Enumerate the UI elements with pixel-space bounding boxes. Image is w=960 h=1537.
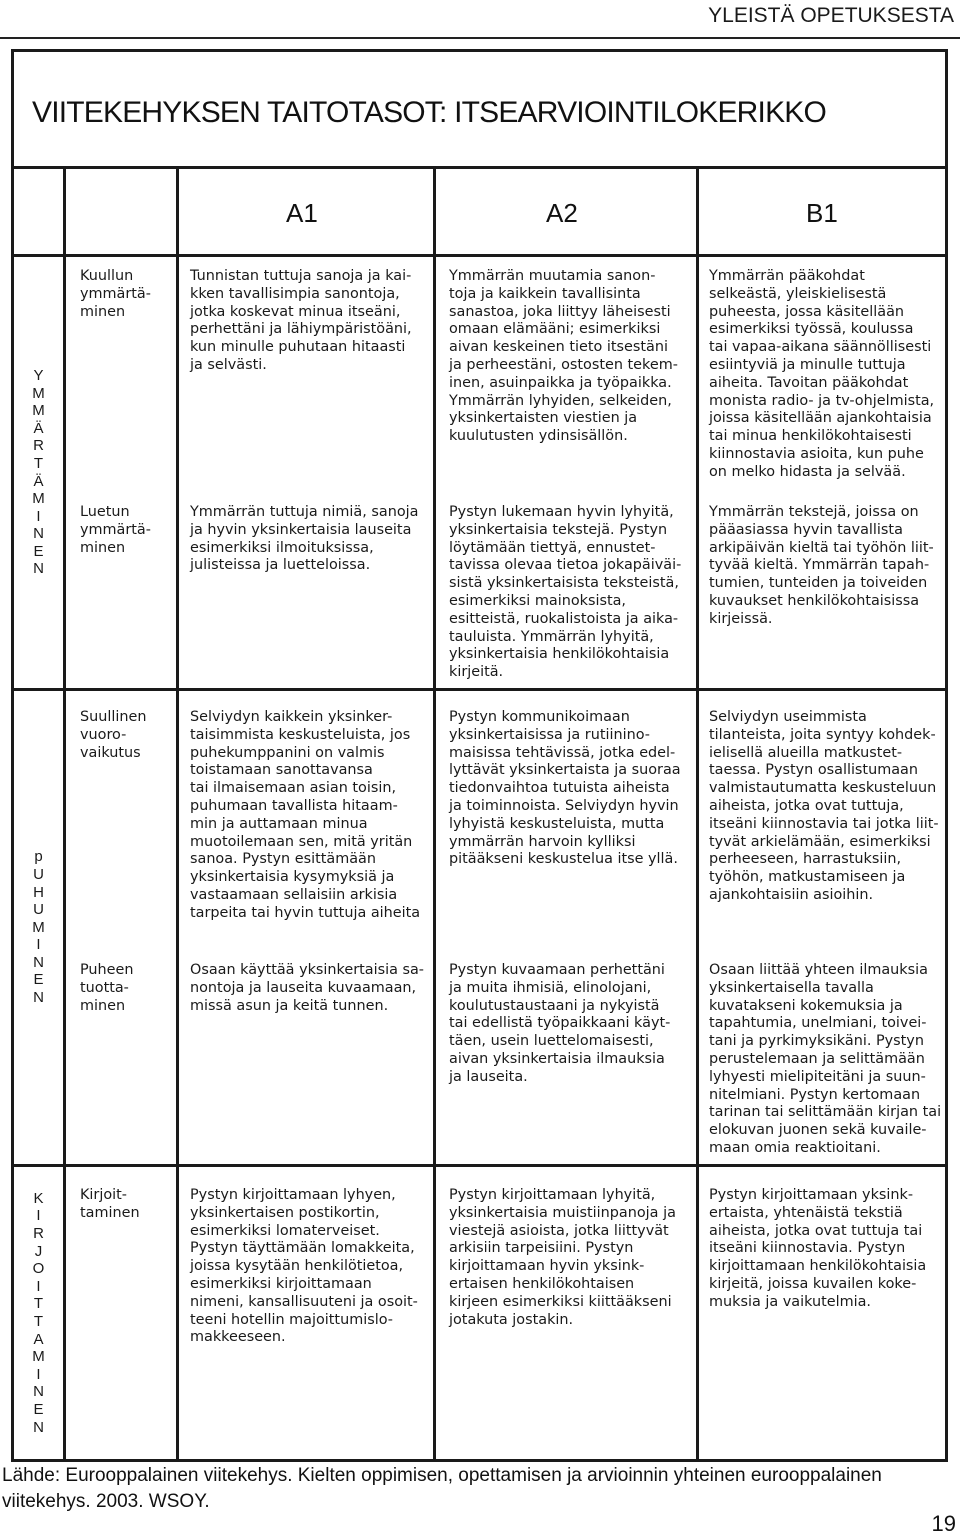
- divider: [14, 254, 945, 257]
- section-label-letter: T: [33, 1295, 44, 1313]
- section-label-letter: N: [33, 1383, 44, 1401]
- a1-listening: Tunnistan tuttuja sanoja ja kai- kken tavallisimpia sanontoja, jotka koskevat minua itseäni, perhettäni ja lähiympäristöäni, kun minulle puhutaan hitaasti ja selvästi.: [190, 268, 412, 373]
- page-title: VIITEKEHYKSEN TAITOTASOT: ITSEARVIOINTILOKERIKKO: [32, 96, 827, 129]
- a1-reading: Ymmärrän tuttuja nimiä, sanoja ja hyvin yksinkertaisia lauseita esimerkiksi ilmoituksissa, julisteissa ja luetteloissa.: [190, 504, 419, 574]
- section-label-letter: N: [33, 953, 44, 971]
- level-b1-header: B1: [806, 198, 838, 228]
- section-label-letter: M: [32, 384, 45, 402]
- page-number: 19: [931, 1511, 956, 1536]
- section-label-letter: I: [36, 1365, 41, 1383]
- section-label-letter: I: [36, 936, 41, 954]
- a2-listening: Ymmärrän muutamia sanon- toja ja kaikkein tavallisinta sanastoa, joka liittyy läheisesti omaan elämääni; esimerkiksi aivan keskeinen tieto itsestäni ja perheestäni, ostosten tekem- inen, asuinpaikka ja työpaikka. Ymmärrän lyhyiden, selkeiden, yksinkertaisten viestien ja kuulutusten ydinsisällön.: [449, 268, 678, 445]
- self-assessment-grid: [11, 49, 948, 1462]
- section-label-letter: U: [33, 901, 44, 919]
- b1-spoken-production: Osaan liittää yhteen ilmauksia yksinkertaisella tavalla kuvatakseni kokemuksia ja tapahtumia, unelmiani, toivei- tani ja pyrkimyksikäni. Pystyn perustelemaan ja selittämään lyhyesti mielipiteitäni ja suun- nitelmiani. Pystyn kertomaan tarinan tai selittämään kirjan tai elokuvan juonen sekä kuvaile- maan omia reaktioitani.: [709, 962, 942, 1156]
- divider: [14, 688, 945, 691]
- b1-spoken-interaction: Selviydyn useimmista tilanteista, joita syntyy kohdek- ielisellä alueilla matkustet- taessa. Pystyn osallistumaan valmistautumatta keskusteluun aiheista, jotka ovat tuttuja, itseäni kiinnostavia tai jotka liit- tyvät arkielämään, esimerkiksi perheeseen, harrastuksiin, työhön, matkustamiseen ja ajankohtaisiin asioihin.: [709, 709, 939, 903]
- b1-writing: Pystyn kirjoittamaan yksink- ertaista, yhtenäistä tekstiä aiheista, jotka ovat tuttuja tai itseäni kiinnostavia. Pystyn kirjoittamaan henkilökohtaisia kirjeitä, joissa kuvailen koke- muksia ja vaikutelmia.: [709, 1187, 927, 1310]
- a2-spoken-production: Pystyn kuvaamaan perhettäni ja muita ihmisiä, elinolojani, koulutustaustaani ja nykyistä tai edellistä työpaikkaani käyt- täen, usein luettelomaisesti, aivan yksinkertaisia ilmauksia ja lauseita.: [449, 962, 671, 1085]
- section-label-writing: [14, 1167, 63, 1459]
- a1-spoken-production: Osaan käyttää yksinkertaisia sa- nontoja ja lauseita kuvaamaan, missä asun ja keitä tunnen.: [190, 962, 424, 1014]
- divider: [63, 166, 66, 1459]
- section-label-letter: M: [32, 918, 45, 936]
- section-label-letter: M: [32, 1348, 45, 1366]
- skill-reading: Luetun ymmärtä- minen: [80, 504, 151, 556]
- section-header: YLEISTÄ OPETUKSESTA: [708, 4, 954, 27]
- section-label-letter: E: [33, 1400, 44, 1418]
- section-label-letter: A: [33, 1330, 44, 1348]
- skill-spoken-interaction: Suullinen vuoro- vaikutus: [80, 709, 147, 761]
- divider: [14, 1164, 945, 1167]
- a2-spoken-interaction: Pystyn kommunikoimaan yksinkertaisissa ja rutiinino- maisissa tehtävissä, jotka edel- lyttävät yksinkertaista ja suoraa tiedonvaihtoa tutuista aiheista ja toiminnoista. Selviydyn hyvin lyhyistä keskusteluista, mutta ymmärrän harvoin kylliksi pitääkseni keskustelua itse yllä.: [449, 709, 681, 868]
- section-label-letter: T: [33, 1313, 44, 1330]
- a1-writing: Pystyn kirjoittamaan lyhyen, yksinkertaisen postikortin, esimerkiksi lomaterveiset. Pystyn täyttämään lomakkeita, joissa kysytään henkilötietoa, esimerkiksi kirjoittamaan nimeni, kansallisuuteni ja osoit- teeni hotellin majoittumislo- makkeeseen.: [190, 1187, 418, 1346]
- skill-writing: Kirjoit- taminen: [80, 1187, 140, 1221]
- section-label-letter: N: [33, 560, 44, 578]
- section-label-letter: I: [36, 507, 41, 525]
- section-label-letter: M: [32, 402, 45, 420]
- header-divider: [0, 37, 960, 39]
- section-label-letter: J: [34, 1242, 43, 1260]
- source-citation: Lähde: Eurooppalainen viitekehys. Kielten oppimisen, opettamisen ja arvioinnin yhteinen eurooppalainen viitekehys. 2003. WSOY.: [2, 1465, 882, 1512]
- section-label-letter: Ä: [33, 419, 44, 437]
- a2-writing: Pystyn kirjoittamaan lyhyitä, yksinkertaisia muistiinpanoja ja viestejä asioista, jotka liittyvät arkisiin tarpeisiini. Pystyn kirjoittamaan hyvin yksink- ertaisen henkilökohtaisen kirjeen esimerkiksi kiittääkseni jotakuta jostakin.: [449, 1187, 676, 1328]
- section-label-letter: N: [33, 525, 44, 543]
- section-label-letter: R: [33, 437, 44, 455]
- level-a1-header: A1: [286, 198, 318, 228]
- section-label-letter: I: [36, 1277, 41, 1295]
- section-label-letter: E: [33, 542, 44, 560]
- divider: [433, 166, 436, 1459]
- section-label-letter: H: [33, 883, 44, 901]
- section-label-letter: Y: [33, 366, 44, 384]
- a1-spoken-interaction: Selviydyn kaikkein yksinker- taisimmista keskusteluista, jos puhekumppanini on valmis toistamaan sanottavansa tai ilmaisemaan asian toisin, puhumaan tavallista hitaam- min ja auttamaan minua muotoilemaan sen, mitä yritän sanoa. Pystyn esittämään yksinkertaisia kysymyksiä ja vastaamaan sellaisiin arkisia tarpeita tai hyvin tuttuja aiheita: [190, 709, 421, 921]
- b1-listening: Ymmärrän pääkohdat selkeästä, yleiskielisestä puheesta, jossa käsitellään esimerkiksi työssä, koulussa tai vapaa-aikana säännöllisesti esiintyviä ja minulle tuttuja aiheita. Tavoitan pääkohdat monista radio- ja tv-ohjelmista, joissa käsitellään ajankohtaisia tai minua henkilökohtaisesti kiinnostavia asioita, kun puhe on melko hidasta ja selvää.: [709, 268, 935, 480]
- section-label-letter: E: [33, 971, 44, 989]
- divider: [176, 166, 179, 1459]
- section-label-letter: I: [36, 1207, 41, 1225]
- section-label-letter: O: [32, 1260, 45, 1278]
- section-label-letter: K: [33, 1189, 44, 1207]
- section-label-letter: U: [33, 865, 44, 883]
- section-label-letter: N: [33, 1418, 44, 1436]
- section-label-letter: M: [32, 490, 45, 508]
- section-label-letter: R: [33, 1225, 44, 1243]
- skill-spoken-production: Puheen tuotta- minen: [80, 962, 134, 1014]
- section-label-letter: T: [33, 454, 44, 472]
- section-label-letter: N: [33, 989, 44, 1007]
- divider: [14, 166, 945, 169]
- divider: [696, 166, 699, 1459]
- section-label-letter: Ä: [33, 472, 44, 490]
- level-a2-header: A2: [546, 198, 578, 228]
- a2-reading: Pystyn lukemaan hyvin lyhyitä, yksinkertaisia tekstejä. Pystyn löytämään tiettyä, ennustet- tavissa olevaa tietoa jokapäiväi- sistä yksinkertaisista teksteistä, esimerkiksi mainoksista, esitteistä, ruokalistoista ja aika- tauluista. Ymmärrän lyhyitä, yksinkertaisia henkilökohtaisia kirjeitä.: [449, 504, 682, 681]
- section-label-speaking: [14, 691, 63, 1164]
- section-label-understanding: [14, 257, 63, 688]
- section-label-letter: p: [34, 848, 43, 866]
- b1-reading: Ymmärrän tekstejä, joissa on pääasiassa hyvin tavallista arkipäivän kieltä tai työhön liit- tyvää kieltä. Ymmärrän tapah- tumien, tunteiden ja toiveiden kuvaukset henkilökohtaisissa kirjeissä.: [709, 504, 934, 627]
- skill-listening: Kuullun ymmärtä- minen: [80, 268, 151, 320]
